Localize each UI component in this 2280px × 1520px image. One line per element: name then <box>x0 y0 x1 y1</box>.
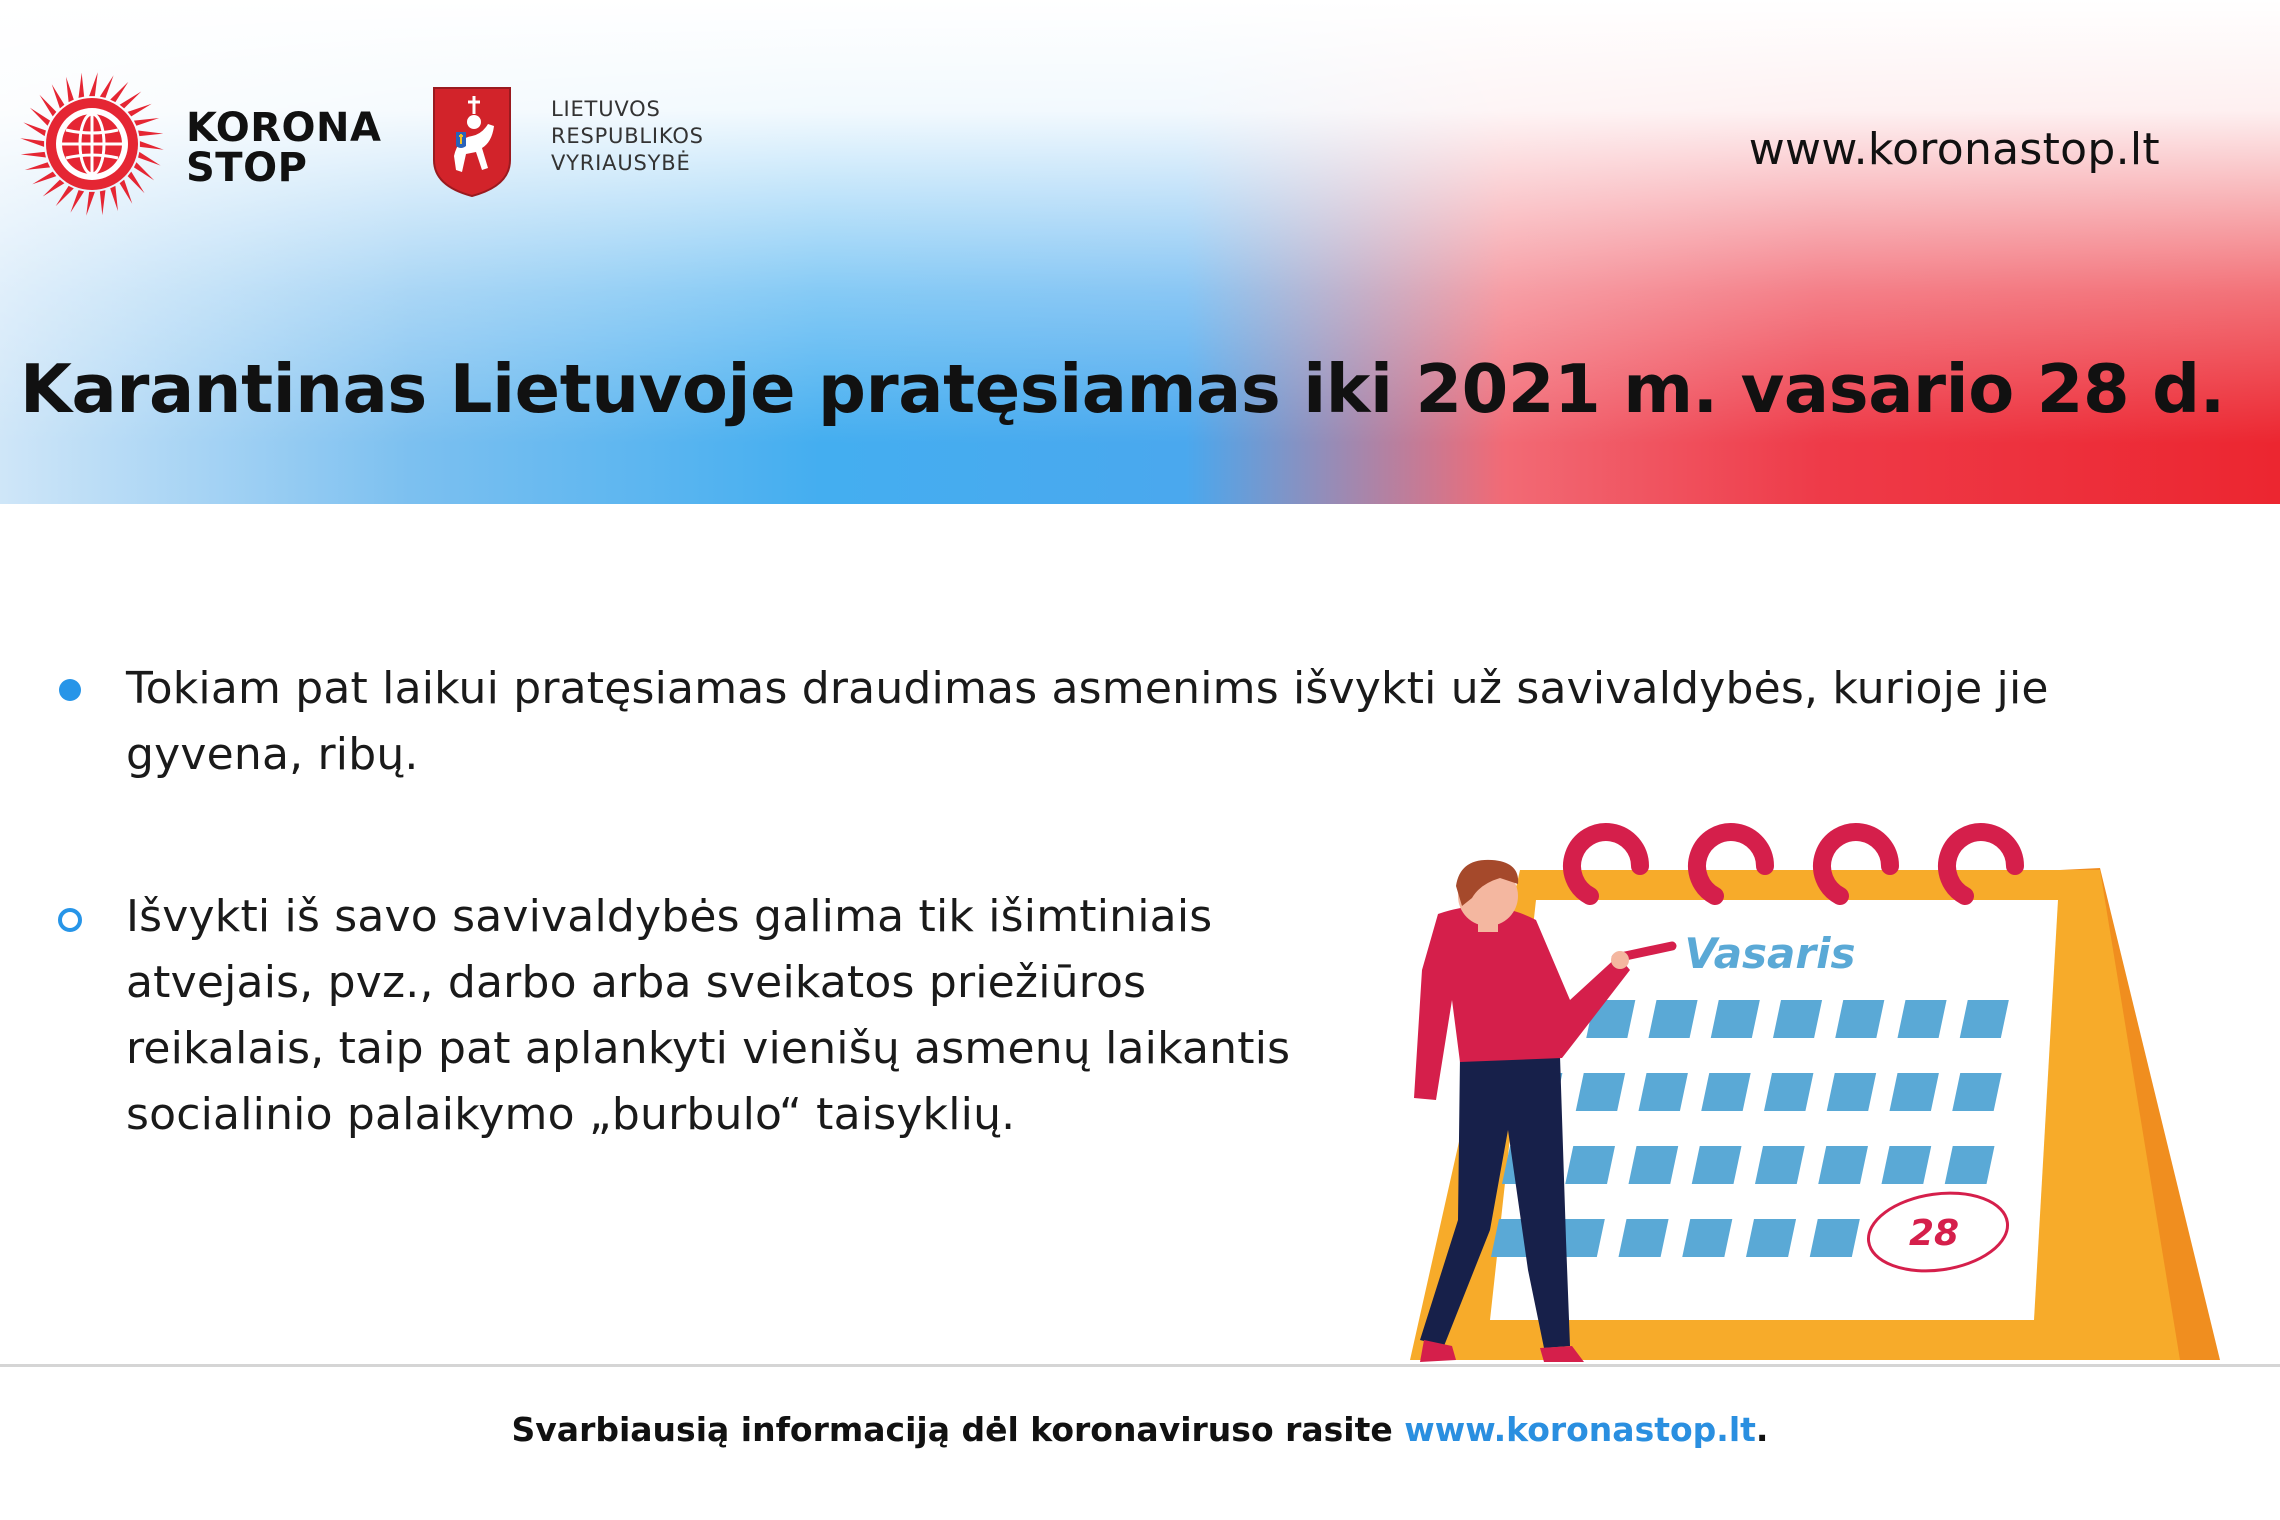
calendar-day-cell <box>1890 1073 1939 1111</box>
calendar-day-cell <box>1810 1219 1860 1257</box>
gov-line-1: LIETUVOS <box>551 97 661 121</box>
calendar-day-cell <box>1898 1000 1947 1038</box>
calendar-day-cell <box>1818 1146 1868 1184</box>
calendar-day-cell <box>1827 1073 1876 1111</box>
government-wordmark <box>551 96 704 177</box>
calendar-day-cell <box>1639 1073 1688 1111</box>
korona-stop-wordmark <box>186 105 382 191</box>
calendar-day-cell <box>1835 1000 1884 1038</box>
calendar-day-cell <box>1682 1219 1732 1257</box>
calendar-month-label: Vasaris <box>1684 929 1856 978</box>
logo-word-2: STOP <box>186 145 308 191</box>
bullet-item-1: Tokiam pat laikui pratęsiamas draudimas asmenims išvykti už savivaldybės, kurioje jie gyvena, ribų. <box>126 663 2049 780</box>
gov-line-3: VYRIAUSYBĖ <box>551 151 691 175</box>
calendar-day-cell <box>1882 1146 1932 1184</box>
calendar-day-cell <box>1692 1146 1742 1184</box>
logo-word-1: KORONA <box>186 105 382 151</box>
calendar-day-cell <box>1746 1219 1796 1257</box>
korona-stop-logo-icon <box>18 70 166 218</box>
bullet-dot-open <box>58 908 82 932</box>
calendar-marked-day: 28 <box>1908 1213 1960 1254</box>
calendar-day-cell <box>1773 1000 1822 1038</box>
header-url-link[interactable]: www.koronastop.lt <box>1748 124 2160 175</box>
calendar-day-cell <box>1565 1146 1615 1184</box>
footer-end: . <box>1755 1410 1769 1449</box>
calendar-day-cell <box>1764 1073 1813 1111</box>
calendar-day-cell <box>1576 1073 1625 1111</box>
header-banner <box>0 0 2280 504</box>
calendar-day-cell <box>1629 1146 1679 1184</box>
footer-text: Svarbiausią informaciją dėl koronaviruso rasite <box>511 1410 1405 1449</box>
calendar-day-cell <box>1649 1000 1698 1038</box>
footer-divider <box>0 1364 2280 1367</box>
calendar-day-cell <box>1960 1000 2009 1038</box>
page-title: Karantinas Lietuvoje pratęsiamas iki 2021 m. vasario 28 d. <box>20 350 2225 428</box>
calendar-illustration <box>1340 800 2240 1370</box>
calendar-day-cell <box>1945 1146 1995 1184</box>
gov-line-2: RESPUBLIKOS <box>551 124 704 148</box>
calendar-day-cell <box>1755 1146 1805 1184</box>
coat-of-arms-icon <box>432 86 512 198</box>
bullet-dot-filled <box>59 679 81 701</box>
calendar-day-cell <box>1711 1000 1760 1038</box>
footer-note <box>0 1410 2280 1449</box>
bullet-item-2: Išvykti iš savo savivaldybės galima tik išimtiniais atvejais, pvz., darbo arba sveikatos priežiūros reikalais, taip pat aplankyti vienišų asmenų laikantis socialinio palaikymo „burbulo“ taisyklių. <box>126 891 1291 1140</box>
calendar-day-cell <box>1952 1073 2001 1111</box>
footer-url-link[interactable]: www.koronastop.lt <box>1404 1410 1756 1449</box>
calendar-day-cell <box>1619 1219 1669 1257</box>
calendar-day-cell <box>1701 1073 1750 1111</box>
